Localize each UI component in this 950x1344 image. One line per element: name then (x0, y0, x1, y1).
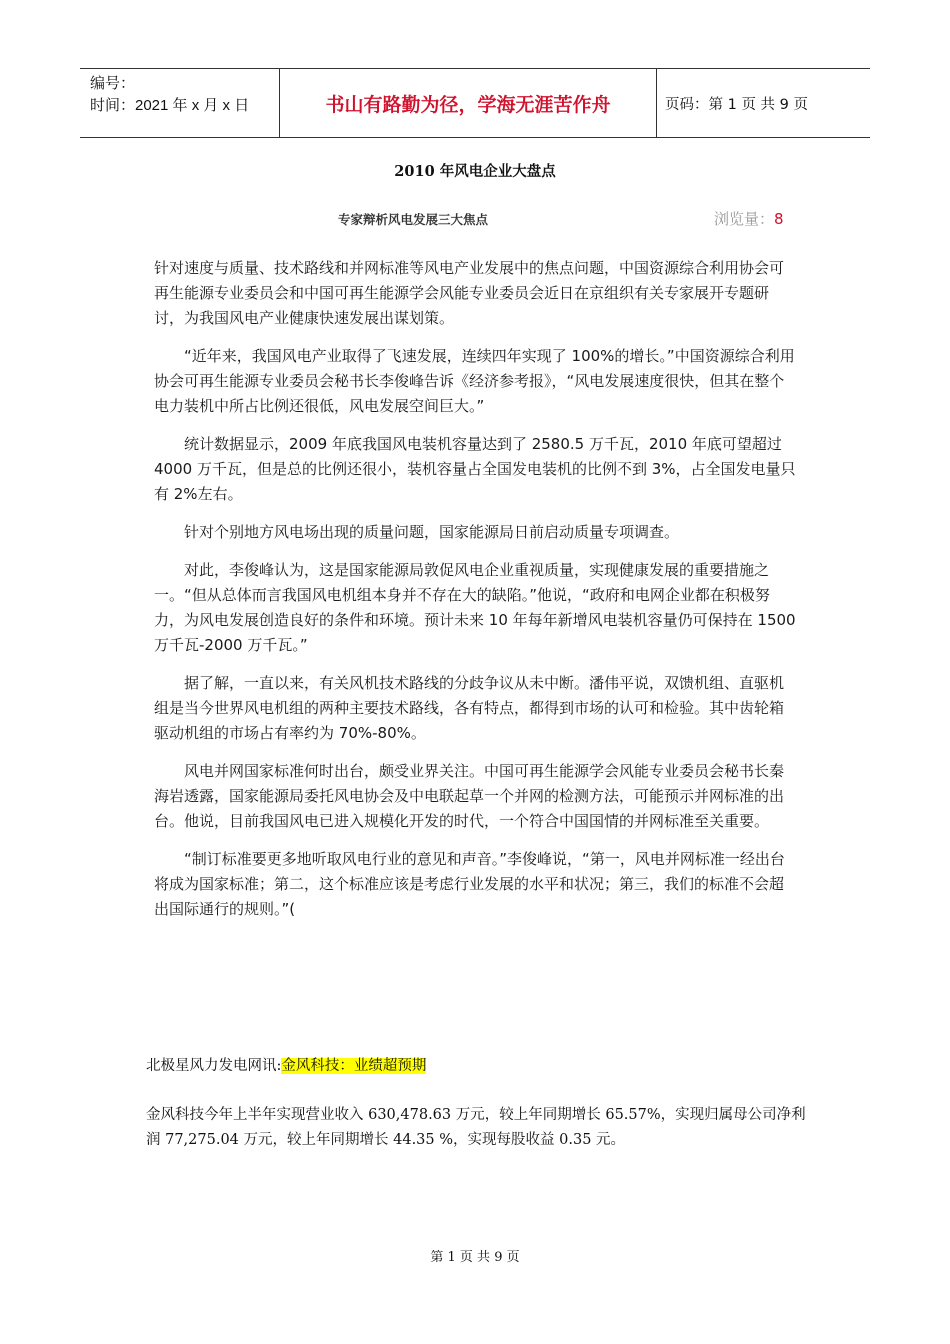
header-page-info: 页码：第 1 页 共 9 页 (665, 96, 808, 113)
views-label: 浏览量： (714, 210, 775, 228)
time-label: 时间：2021 年 x 月 x 日 (90, 97, 250, 114)
paragraph-6: 据了解，一直以来，有关风机技术路线的分歧争议从未中断。潘伟平说，双馈机组、直驱机组是当今世界风电机组的两种主要技术路线，各有特点，都得到市场的认可和检验。其中齿轮箱驱动机组的市场占有率约为 70%-80%。 (154, 674, 785, 742)
news-headline-link[interactable]: 金风科技：业绩超预期 (281, 1058, 427, 1074)
news-heading (146, 1054, 810, 1079)
paragraph-1: 针对速度与质量、技术路线和并网标准等风电产业发展中的焦点问题，中国资源综合利用协会可再生能源专业委员会和中国可再生能源学会风能专业委员会近日在京组织有关专家展开专题研讨，为我国风电产业健康快速发展出谋划策。 (154, 259, 785, 327)
number-label: 编号： (90, 75, 136, 92)
page-footer: 第 1 页 共 9 页 (430, 1250, 520, 1265)
header-motto: 书山有路勤为径，学海无涯苦作舟 (280, 69, 657, 137)
paragraph-7: 风电并网国家标准何时出台，颇受业界关注。中国可再生能源学会风能专业委员会秘书长秦海岩透露，国家能源局委托风电协会及中电联起草一个并网的检测方法，可能预示并网标准的出台。他说，目前我国风电已进入规模化开发的时代，一个符合中国国情的并网标准至关重要。 (154, 762, 785, 830)
paragraph-8: “制订标准要更多地听取风电行业的意见和声音。”李俊峰说，“第一，风电并网标准一经出台将成为国家标准；第二，这个标准应该是考虑行业发展的水平和状况；第三，我们的标准不会超出国际通行的规则。”( (154, 850, 785, 918)
article-subtitle: 专家辩析风电发展三大焦点 (338, 212, 489, 227)
paragraph-3: 统计数据显示，2009 年底我国风电装机容量达到了 2580.5 万千瓦，2010 年底可望超过 4000 万千瓦，但是总的比例还很小，装机容量占全国发电装机的比例不到 3%，占全国发电量只有 2%左右。 (154, 435, 796, 503)
header-meta (80, 69, 280, 137)
views-counter (714, 208, 784, 229)
paragraph-4: 针对个别地方风电场出现的质量问题，国家能源局日前启动质量专项调查。 (184, 523, 680, 541)
header-table (80, 68, 870, 138)
views-count: 8 (774, 210, 784, 228)
news-body: 金风科技今年上半年实现营业收入 630,478.63 万元，较上年同期增长 65.57%，实现归属母公司净利润 77,275.04 万元，较上年同期增长 44.35 %，实现每股收益 0.35 元。 (146, 1107, 806, 1148)
news-source: 北极星风力发电网讯: (146, 1058, 282, 1074)
article-body (154, 256, 798, 935)
paragraph-2: “近年来，我国风电产业取得了飞速发展，连续四年实现了 100%的增长。”中国资源综合利用协会可再生能源专业委员会秘书长李俊峰告诉《经济参考报》，“风电发展速度很快，但其在整个电力装机中所占比例还很低，风电发展空间巨大。” (154, 347, 795, 415)
article-title: 2010 年风电企业大盘点 (394, 163, 556, 180)
paragraph-5: 对此，李俊峰认为，这是国家能源局敦促风电企业重视质量，实现健康发展的重要措施之一。“但从总体而言我国风电机组本身并不存在大的缺陷。”他说，“政府和电网企业都在积极努力，为风电发展创造良好的条件和环境。预计未来 10 年每年新增风电装机容量仍可保持在 1500 万千瓦-2000 万千瓦。” (154, 561, 796, 654)
